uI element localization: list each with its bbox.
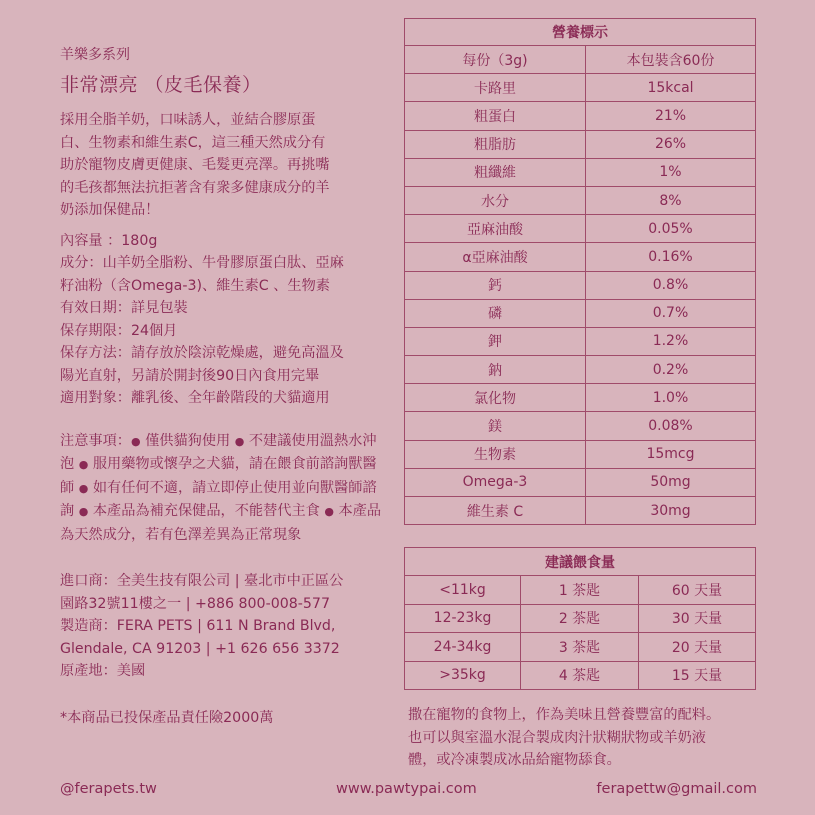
nutrient-value: 1% (586, 158, 756, 186)
description-line: 的毛孩都無法抗拒著含有衆多健康成分的羊 (60, 179, 330, 196)
nutrition-header-package: 本包裝含60份 (586, 46, 756, 74)
feeding-weight: <11kg (405, 576, 521, 605)
feeding-duration: 30 天量 (639, 604, 756, 633)
nutrient-value: 26% (586, 130, 756, 158)
spec-line: 籽油粉（含Omega-3)、維生素C 、生物素 (60, 277, 330, 294)
nutrient-name: 磷 (405, 299, 586, 327)
feeding-weight: >35kg (405, 661, 521, 690)
spec-line: 內容量 ：180g (60, 232, 158, 249)
nutrient-value: 15kcal (586, 74, 756, 102)
feeding-duration: 20 天量 (639, 633, 756, 662)
description-line: 採用全脂羊奶，口味誘人，並結合膠原蛋 (60, 112, 316, 128)
website-link[interactable]: www.pawtypai.com (336, 781, 477, 797)
usage-line: 體，或冷凍製成冰品給寵物舔食。 (408, 752, 621, 768)
caution-item: 本產品為天然成分，若有色澤差異為正常現象 (60, 503, 382, 543)
nutrition-table (404, 18, 756, 525)
spec-line: 保存期限：24個月 (60, 322, 178, 339)
specs (60, 230, 390, 410)
feeding-amount: 2 茶匙 (521, 604, 639, 633)
bullet-icon: ● (78, 481, 89, 495)
company-line: 原產地：美國 (60, 663, 146, 679)
nutrient-value: 0.8% (586, 271, 756, 299)
nutrient-value: 50mg (586, 468, 756, 496)
caution-item: 僅供貓狗使用 (145, 432, 231, 449)
nutrient-name: 鎂 (405, 412, 586, 440)
nutrient-value: 0.7% (586, 299, 756, 327)
nutrient-name: 氯化物 (405, 384, 586, 412)
caution-item: 如有任何不適，請立即停止使用並向獸醫師諮詢 (60, 479, 377, 519)
email-link[interactable]: ferapettw@gmail.com (596, 781, 757, 797)
series-name: 羊樂多系列 (60, 47, 130, 63)
nutrient-value: 21% (586, 102, 756, 130)
nutrient-name: 鈉 (405, 356, 586, 384)
bullet-icon: ● (324, 505, 334, 518)
spec-line: 有效日期：詳見包裝 (60, 300, 188, 316)
nutrient-value: 15mcg (586, 440, 756, 468)
description (60, 109, 390, 222)
nutrient-value: 0.16% (586, 243, 756, 271)
caution-item: 服用藥物或懷孕之犬貓，請在餵食前諮詢獸醫師 (60, 456, 377, 496)
usage-line: 撒在寵物的食物上，作為美味且營養豐富的配料。 (408, 707, 721, 723)
feeding-duration: 60 天量 (639, 576, 756, 605)
spec-line: 適用對象：離乳後、全年齡階段的犬貓適用 (60, 390, 330, 406)
nutrient-name: 亞麻油酸 (405, 215, 586, 243)
instagram-handle[interactable]: @ferapets.tw (60, 781, 157, 797)
caution-item: 不建議使用溫熱水沖泡 (60, 432, 377, 472)
nutrient-value: 30mg (586, 497, 756, 525)
usage-line: 也可以與室溫水混合製成肉汁狀糊狀物或羊奶液 (408, 729, 706, 746)
nutrient-value: 1.0% (586, 384, 756, 412)
product-info (60, 44, 390, 729)
bullet-icon: ● (234, 434, 245, 448)
nutrient-value: 0.08% (586, 412, 756, 440)
feeding-amount: 1 茶匙 (521, 576, 639, 605)
nutrition-title: 營養標示 (405, 19, 756, 46)
feeding-amount: 4 茶匙 (521, 661, 639, 690)
spec-line: 成分：山羊奶全脂粉、牛骨膠原蛋白肽、亞麻 (60, 255, 344, 271)
description-line: 奶添加保健品！ (60, 202, 160, 218)
nutrient-name: Omega-3 (405, 468, 586, 496)
spec-line: 保存方法：請存放於陰涼乾燥處，避免高溫及 (60, 345, 344, 361)
description-line: 助於寵物皮膚更健康、毛髮更亮澤。再挑嘴 (60, 157, 330, 173)
nutrient-name: 鈣 (405, 271, 586, 299)
bullet-icon: ● (78, 505, 89, 518)
nutrient-name: 水分 (405, 186, 586, 214)
nutrition-header-serving: 每份（3g) (405, 46, 586, 74)
nutrient-name: 粗脂肪 (405, 130, 586, 158)
nutrient-name: 生物素 (405, 440, 586, 468)
cautions (60, 430, 390, 547)
nutrient-value: 0.05% (586, 215, 756, 243)
nutrient-value: 8% (586, 186, 756, 214)
company-line: 製造商：FERA PETS | 611 N Brand Blvd, (60, 618, 336, 634)
feeding-duration: 15 天量 (639, 661, 756, 690)
insurance-note: *本商品已投保產品責任險2000萬 (60, 709, 274, 726)
feeding-table (404, 547, 756, 690)
nutrient-name: 維生素 C (405, 497, 586, 525)
nutrient-value: 1.2% (586, 327, 756, 355)
spec-line: 陽光直射，另請於開封後90日內食用完畢 (60, 367, 320, 384)
feeding-weight: 12-23kg (405, 604, 521, 633)
nutrient-name: 粗蛋白 (405, 102, 586, 130)
cautions-label: 注意事項： (60, 432, 131, 449)
caution-item: 本產品為補充保健品，不能替代主食 (92, 503, 320, 519)
company-info (60, 570, 390, 683)
bullet-icon: ● (78, 458, 89, 471)
usage-instructions (408, 704, 778, 772)
description-line: 白、生物素和維生素C，這三種天然成分有 (60, 134, 326, 151)
feeding-weight: 24-34kg (405, 633, 521, 662)
company-line: 園路32號11樓之一 | +886 800-008-577 (60, 595, 330, 612)
nutrient-name: 卡路里 (405, 74, 586, 102)
bullet-icon: ● (130, 434, 141, 448)
feeding-title: 建議餵食量 (405, 548, 756, 576)
product-name: 非常漂亮 （皮毛保養） (60, 74, 262, 96)
nutrient-name: 鉀 (405, 327, 586, 355)
nutrient-name: α亞麻油酸 (405, 243, 586, 271)
nutrient-name: 粗纖維 (405, 158, 586, 186)
feeding-amount: 3 茶匙 (521, 633, 639, 662)
company-line: 進口商：全美生技有限公司 | 臺北市中正區公 (60, 573, 344, 589)
company-line: Glendale, CA 91203 | +1 626 656 3372 (60, 640, 340, 657)
nutrient-value: 0.2% (586, 356, 756, 384)
